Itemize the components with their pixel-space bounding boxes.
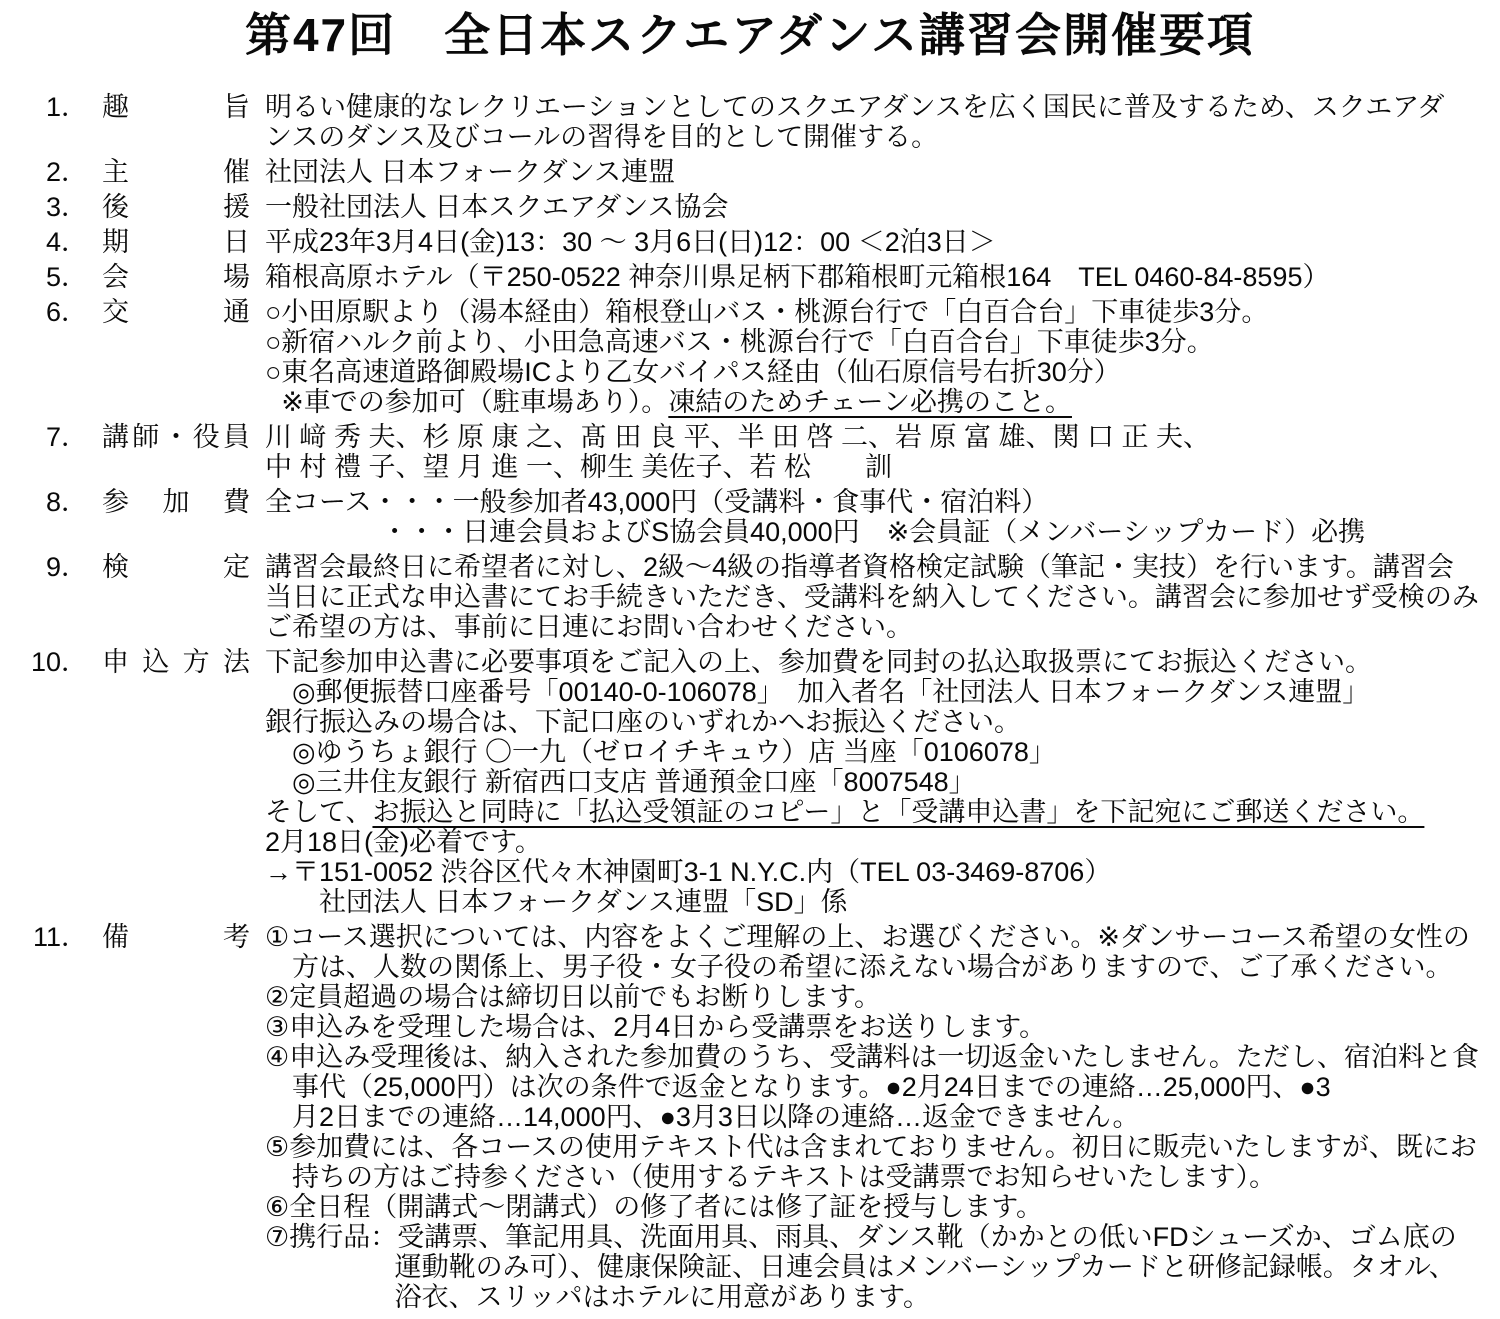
item-text-line — [265, 1222, 1470, 1252]
underlined-text: お振込と同時に「払込受領証のコピー」と「受講申込書」を下記宛にご郵送ください。 — [372, 797, 1425, 827]
text-run: ⑤参加費には、各コースの使用テキスト代は含まれておりません。初日に販売いたしますが、既にお — [265, 1132, 1477, 1162]
text-run: ④申込み受理後は、納入された参加費のうち、受講料は一切返金いたしません。ただし、宿泊料と食 — [265, 1042, 1479, 1072]
item-text-line — [265, 952, 1470, 982]
text-run: ○新宿ハルク前より、小田急高速バス・桃源台行で「白百合台」下車徒歩3分。 — [265, 327, 1214, 357]
item-text-line — [265, 92, 1470, 122]
item-text-line — [265, 327, 1470, 357]
text-run: 浴衣、スリッパはホテルに用意があります。 — [394, 1282, 931, 1312]
item-number: 2． — [45, 157, 88, 187]
text-run: ◎ゆうちょ銀行 〇一九（ゼロイチキュウ）店 当座「0106078」 — [292, 737, 1056, 767]
item-label: 会場 — [102, 262, 250, 292]
text-run: ご希望の方は、事前に日連にお問い合わせください。 — [265, 612, 913, 642]
item-content — [265, 92, 1470, 152]
item-content — [265, 647, 1470, 917]
text-run: 中 村 禮 子、望 月 進 一、柳生 美佐子、若 松 訓 — [265, 452, 893, 482]
item-label: 主催 — [102, 157, 250, 187]
items-list — [0, 92, 1500, 1312]
text-run: 運動靴のみ可）、健康保険証、日連会員はメンバーシップカードと研修記録帳。タオル、 — [394, 1252, 1456, 1282]
item-text-line — [265, 517, 1470, 547]
item-number: 11． — [32, 922, 88, 952]
item-text-line — [265, 452, 1470, 482]
text-run: 当日に正式な申込書にてお手続きいただき、受講料を納入してください。講習会に参加せず受検のみ — [265, 582, 1479, 612]
item-content — [265, 297, 1470, 417]
text-run: 川 﨑 秀 夫、杉 原 康 之、髙 田 良 平、半 田 啓 二、岩 原 富 雄、関 口 正 夫、 — [265, 422, 1211, 452]
item-text-line — [265, 1042, 1479, 1072]
item-text-line — [265, 612, 1470, 642]
text-run: ○東名高速道路御殿場ICより乙女バイパス経由（仙石原信号右折30分） — [265, 357, 1121, 387]
text-run: 箱根高原ホテル（〒250-0522 神奈川県足柄下郡箱根町元箱根164 TEL 0460-84-8595） — [265, 262, 1330, 292]
text-run: ⑦携行品：受講票、筆記用具、洗面用具、雨具、ダンス靴（かかとの低いFDシューズか、ゴム底の — [265, 1222, 1457, 1252]
item-text-line — [265, 767, 1470, 797]
item-label: 申込方法 — [102, 647, 250, 677]
document-title: 第47回 全日本スクエアダンス講習会開催要項 — [244, 9, 1256, 61]
text-run: ⑥全日程（開講式～閉講式）の修了者には修了証を授与します。 — [265, 1192, 1044, 1222]
item-content — [265, 157, 1470, 187]
item-text-line — [265, 857, 1470, 887]
text-run: 社団法人 日本フォークダンス連盟 — [265, 157, 676, 187]
item-content — [265, 552, 1479, 642]
item-label: 交通 — [102, 297, 250, 327]
item-text-line — [265, 1132, 1477, 1162]
item-text-line — [265, 1072, 1470, 1102]
item-number: 5． — [45, 262, 88, 292]
text-run: そして、 — [265, 797, 373, 827]
text-run: 一般社団法人 日本スクエアダンス協会 — [265, 192, 729, 222]
text-run: ①コース選択については、内容をよくご理解の上、お選びください。※ダンサーコース希望の女性の — [265, 922, 1470, 952]
item-text-line — [265, 192, 1470, 222]
item-number: 6． — [45, 297, 88, 327]
document-item-row — [0, 422, 1500, 482]
item-text-line — [265, 1252, 1470, 1282]
underlined-text: 凍結のためチェーン必携のこと。 — [668, 387, 1072, 417]
item-label: 期日 — [102, 227, 250, 257]
text-run: →〒151-0052 渋谷区代々木神園町3-1 N.Y.C.内（TEL 03-3469-8706） — [265, 857, 1112, 887]
document-item-row — [0, 297, 1500, 417]
item-label: 講師・役員 — [102, 422, 250, 452]
document-item-row — [0, 487, 1500, 547]
item-label: 参加費 — [102, 487, 250, 517]
item-number: 10． — [30, 647, 88, 677]
item-text-line — [265, 157, 1470, 187]
item-text-line — [265, 707, 1470, 737]
item-text-line — [265, 677, 1470, 707]
text-run: 明るい健康的なレクリエーションとしてのスクエアダンスを広く国民に普及するため、スクエアダ — [265, 92, 1445, 122]
item-text-line — [265, 552, 1470, 582]
item-number: 1． — [45, 92, 88, 122]
text-run: ◎三井住友銀行 新宿西口支店 普通預金口座「8007548」 — [292, 767, 976, 797]
item-number: 4． — [45, 227, 88, 257]
item-text-line — [265, 797, 1470, 827]
item-number: 7． — [45, 422, 88, 452]
text-run: 月2日までの連絡…14,000円、●3月3日以降の連絡…返金できません。 — [292, 1102, 1140, 1132]
document-item-row — [0, 157, 1500, 187]
item-text-line — [265, 647, 1470, 677]
document-item-row — [0, 192, 1500, 222]
item-number: 9． — [45, 552, 88, 582]
item-text-line — [265, 922, 1470, 952]
item-text-line — [265, 887, 1470, 917]
document-item-row — [0, 92, 1500, 152]
item-number: 8． — [45, 487, 88, 517]
item-text-line — [265, 1162, 1470, 1192]
document-item-row — [0, 647, 1500, 917]
item-label: 趣旨 — [102, 92, 250, 122]
document-item-row — [0, 922, 1500, 1312]
text-run: ・・・日連会員およびS協会員40,000円 ※会員証（メンバーシップカード）必携 — [381, 517, 1366, 547]
item-text-line — [265, 737, 1470, 767]
text-run: 講習会最終日に希望者に対し、2級～4級の指導者資格検定試験（筆記・実技）を行います。講習会 — [265, 552, 1454, 582]
text-run: 事代（25,000円）は次の条件で返金となります。●2月24日までの連絡…25,000円、●3 — [292, 1072, 1331, 1102]
text-run: 持ちの方はご持参ください（使用するテキストは受講票でお知らせいたします）。 — [292, 1162, 1277, 1192]
item-text-line — [265, 582, 1479, 612]
item-text-line — [265, 227, 1470, 257]
item-text-line — [265, 827, 1470, 857]
item-content — [265, 262, 1470, 292]
text-run: 方は、人数の関係上、男子役・女子役の希望に添えない場合がありますので、ご了承ください。 — [292, 952, 1453, 982]
item-label: 検定 — [102, 552, 250, 582]
item-text-line — [265, 122, 1470, 152]
text-run: ◎郵便振替口座番号「00140-0-106078」 加入者名「社団法人 日本フォークダンス連盟」 — [292, 677, 1370, 707]
item-text-line — [265, 297, 1470, 327]
item-text-line — [265, 982, 1470, 1012]
item-text-line — [265, 487, 1470, 517]
item-text-line — [265, 357, 1470, 387]
text-run: ンスのダンス及びコールの習得を目的として開催する。 — [265, 122, 939, 152]
item-text-line — [265, 1192, 1470, 1222]
item-content — [265, 922, 1479, 1312]
text-run: ○小田原駅より（湯本経由）箱根登山バス・桃源台行で「白百合台」下車徒歩3分。 — [265, 297, 1269, 327]
item-text-line — [265, 422, 1470, 452]
text-run: 下記参加申込書に必要事項をご記入の上、参加費を同封の払込取扱票にてお振込ください。 — [265, 647, 1372, 677]
item-text-line — [265, 387, 1470, 417]
text-run: 社団法人 日本フォークダンス連盟「SD」係 — [319, 887, 848, 917]
item-content — [265, 487, 1470, 547]
item-content — [265, 192, 1470, 222]
text-run: 銀行振込みの場合は、下記口座のいずれかへお振込ください。 — [265, 707, 1021, 737]
document-item-row — [0, 262, 1500, 292]
document-item-row — [0, 552, 1500, 642]
item-text-line — [265, 1102, 1470, 1132]
item-label: 備考 — [102, 922, 250, 952]
item-label: 後援 — [102, 192, 250, 222]
item-text-line — [265, 262, 1470, 292]
document-item-row — [0, 227, 1500, 257]
text-run: ※車での参加可（駐車場あり）。 — [281, 387, 669, 417]
text-run: ②定員超過の場合は締切日以前でもお断りします。 — [265, 982, 882, 1012]
text-run: 全コース・・・一般参加者43,000円（受講料・食事代・宿泊料） — [265, 487, 1049, 517]
text-run: 2月18日(金)必着です。 — [265, 827, 542, 857]
item-content — [265, 422, 1470, 482]
item-text-line — [265, 1282, 1470, 1312]
text-run: ③申込みを受理した場合は、2月4日から受講票をお送りします。 — [265, 1012, 1047, 1042]
item-text-line — [265, 1012, 1470, 1042]
item-content — [265, 227, 1470, 257]
item-number: 3． — [45, 192, 88, 222]
text-run: 平成23年3月4日(金)13：30 ～ 3月6日(日)12：00 ＜2泊3日＞ — [265, 227, 996, 257]
